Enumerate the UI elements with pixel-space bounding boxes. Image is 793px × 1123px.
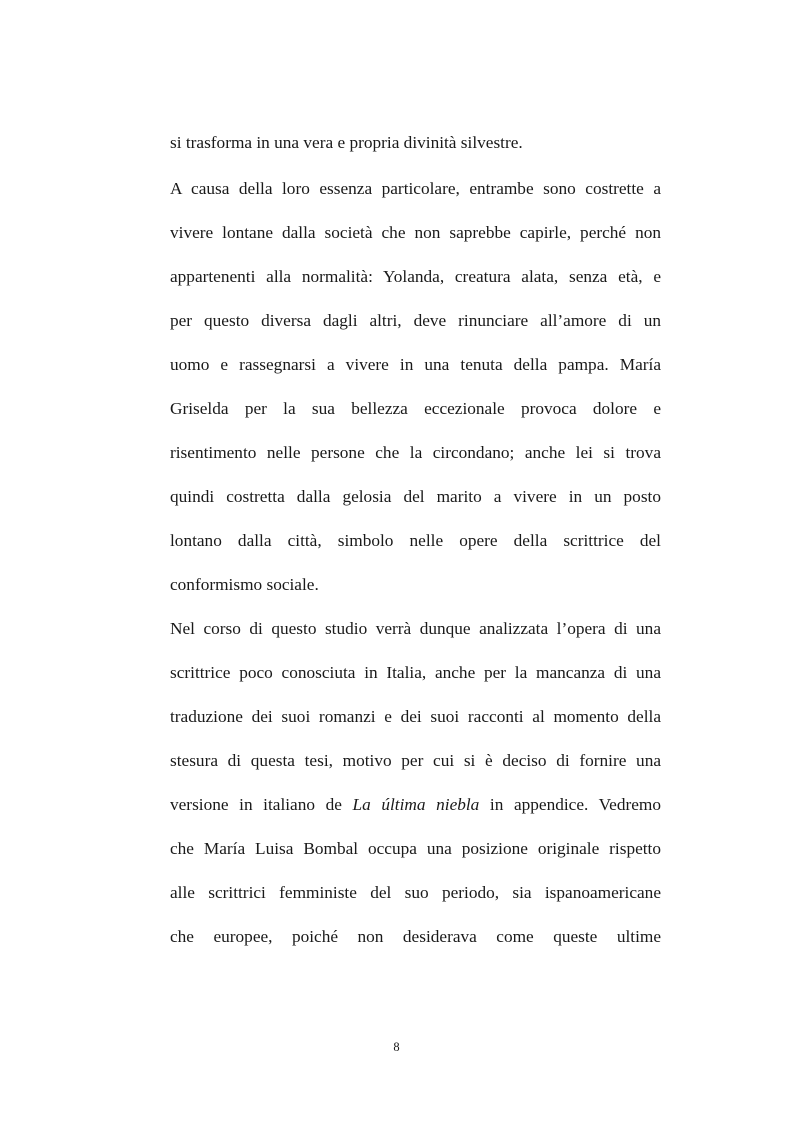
text-segment: versione in italiano de <box>170 795 353 814</box>
text-line: A causa della loro essenza particolare, entrambe sono costrette a <box>170 179 661 198</box>
text-line: scrittrice poco conosciuta in Italia, anche per la mancanza di una <box>170 663 661 682</box>
text-line: lontano dalla città, simbolo nelle opere della scrittrice del <box>170 531 661 550</box>
text-line: si trasforma in una vera e propria divinità silvestre. <box>170 133 523 152</box>
text-line: uomo e rassegnarsi a vivere in una tenuta della pampa. María <box>170 355 661 374</box>
text-line: Griselda per la sua bellezza eccezionale provoca dolore e <box>170 399 661 418</box>
text-line: per questo diversa dagli altri, deve rinunciare all’amore di un <box>170 311 661 330</box>
text-line: conformismo sociale. <box>170 575 319 594</box>
text-line: Nel corso di questo studio verrà dunque analizzata l’opera di una <box>170 619 661 638</box>
text-line: risentimento nelle persone che la circondano; anche lei si trova <box>170 443 661 462</box>
text-line <box>170 795 661 815</box>
text-line: stesura di questa tesi, motivo per cui si è deciso di fornire una <box>170 751 661 770</box>
text-line: vivere lontane dalla società che non saprebbe capirle, perché non <box>170 223 661 242</box>
text-line: appartenenti alla normalità: Yolanda, creatura alata, senza età, e <box>170 267 661 286</box>
text-line: che María Luisa Bombal occupa una posizione originale rispetto <box>170 839 661 858</box>
page-number: 8 <box>393 1040 400 1054</box>
book-title: La última niebla <box>352 795 480 814</box>
text-line: alle scrittrici femministe del suo periodo, sia ispanoamericane <box>170 883 661 902</box>
text-line: che europee, poiché non desiderava come queste ultime <box>170 927 661 946</box>
text-line: traduzione dei suoi romanzi e dei suoi racconti al momento della <box>170 707 661 726</box>
text-segment: in appendice. Vedremo <box>479 795 661 814</box>
text-line: quindi costretta dalla gelosia del marito a vivere in un posto <box>170 487 661 506</box>
